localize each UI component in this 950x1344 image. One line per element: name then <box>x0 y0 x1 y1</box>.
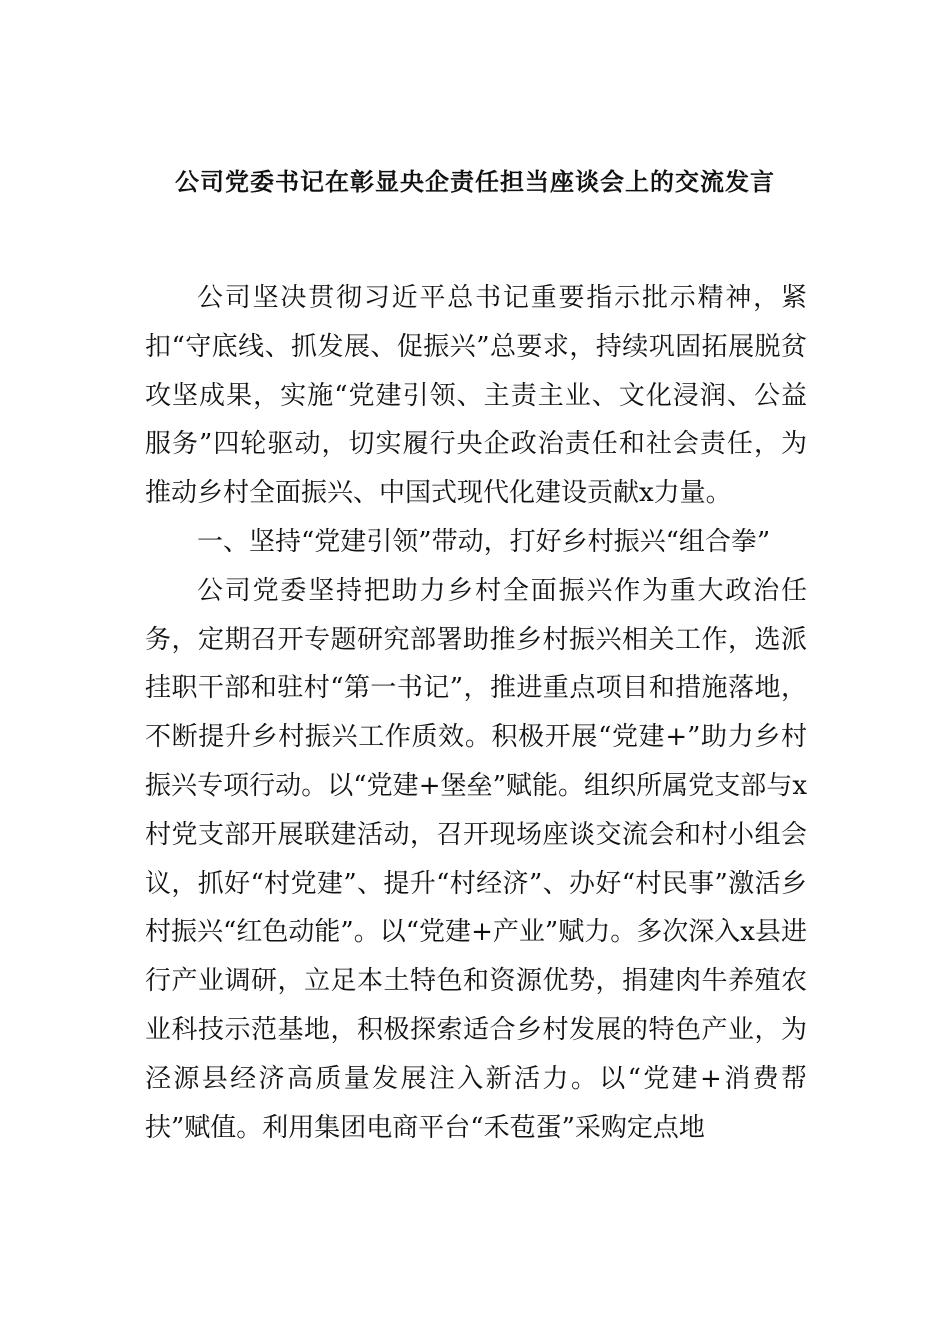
section-heading: 一、坚持“党建引领”带动，打好乡村振兴“组合拳” <box>197 526 771 557</box>
intro-paragraph: 公司坚决贯彻习近平总书记重要指示批示精神，紧扣“守底线、抓发展、促振兴”总要求，持续巩固拓展脱贫攻坚成果，实施“党建引领、主责主业、文化浸润、公益服务”四轮驱动，切实履行央企政治责任和社会责任，为推动乡村全面振兴、中国式现代化建设贡献x力量。 <box>145 283 807 509</box>
document-title: 公司党委书记在彰显央企责任担当座谈会上的交流发言 <box>175 167 775 196</box>
document-body <box>145 274 807 1152</box>
body-paragraph: 公司党委坚持把助力乡村全面振兴作为重大政治任务，定期召开专题研究部署助推乡村振兴相关工作，选派挂职干部和驻村“第一书记”，推进重点项目和措施落地，不断提升乡村振兴工作质效。积极开展“党建+”助力乡村振兴专项行动。以“党建+堡垒”赋能。组织所属党支部与x村党支部开展联建活动，召开现场座谈交流会和村小组会议，抓好“村党建”、提升“村经济”、办好“村民事”激活乡村振兴“红色动能”。以“党建+产业”赋力。多次深入x县进行产业调研，立足本土特色和资源优势，捐建肉牛养殖农业科技示范基地，积极探索适合乡村发展的特色产业，为泾源县经济高质量发展注入新活力。以“党建+消费帮扶”赋值。利用集团电商平台“禾苞蛋”采购定点地 <box>145 575 807 1143</box>
